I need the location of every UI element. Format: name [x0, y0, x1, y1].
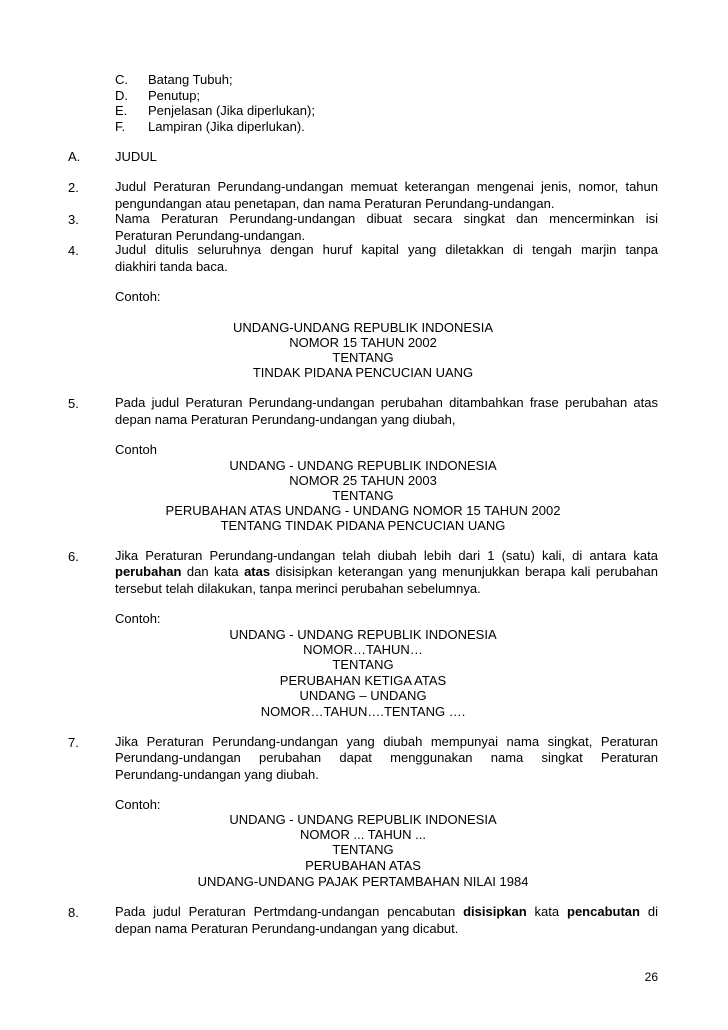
- item-line: depan nama Peraturan Perundang-undangan yang diubah,: [115, 412, 456, 427]
- sub-item-text: Penjelasan (Jika diperlukan);: [148, 103, 315, 118]
- example-title-line: NOMOR 25 TAHUN 2003: [289, 473, 437, 488]
- example-title-line: UNDANG-UNDANG REPUBLIK INDONESIA: [232, 320, 494, 335]
- example-label: Contoh:: [115, 797, 161, 812]
- item-line: Pada judul Peraturan Perundang-undangan perubahan ditambahkan frase perubahan atas: [115, 395, 658, 410]
- item-line: Judul ditulis seluruhnya dengan huruf kapital yang diletakkan di tengah marjin tanpa: [115, 242, 658, 257]
- example-title-line: TENTANG: [332, 657, 394, 672]
- item-line: pengundangan atau penetapan, dan nama Peraturan Perundang-undangan.: [115, 196, 555, 211]
- item-line: tersebut telah dilakukan, tanpa merinci perubahan sebelumnya.: [115, 581, 481, 596]
- item-line: Jika Peraturan Perundang-undangan telah diubah lebih dari 1 (satu) kali, di antara kata: [115, 548, 658, 563]
- sub-item-letter: E.: [115, 103, 128, 118]
- item-line-part: kata: [526, 904, 568, 919]
- item-line: Judul Peraturan Perundang-undangan memuat keterangan mengenai jenis, nomor, tahun: [115, 179, 658, 194]
- bold-term: pencabutan: [567, 904, 640, 919]
- example-title-line: TINDAK PIDANA PENCUCIAN UANG: [252, 365, 474, 380]
- example-title-line: UNDANG – UNDANG: [299, 688, 427, 703]
- bold-term: perubahan: [115, 564, 182, 579]
- item-line-part: Pada judul Peraturan Pertmdang-undangan pencabutan: [115, 904, 464, 919]
- item-line: Perundang-undangan perubahan dapat menggunakan nama singkat Peraturan: [115, 750, 658, 765]
- item-line: Perundang-undangan yang diubah.: [115, 767, 319, 782]
- item-line: Jika Peraturan Perundang-undangan yang diubah mempunyai nama singkat, Peraturan: [115, 734, 658, 749]
- item-line-part: dan kata: [181, 564, 245, 579]
- item-line: Nama Peraturan Perundang-undangan dibuat secara singkat dan mencerminkan isi: [115, 211, 658, 226]
- page-number: 26: [644, 970, 658, 984]
- sub-item-letter: C.: [115, 72, 128, 87]
- item-line: diakhiri tanda baca.: [115, 259, 228, 274]
- item-line: [115, 904, 658, 920]
- sub-item-text: Penutup;: [148, 88, 201, 103]
- example-title-line: NOMOR…TAHUN….TENTANG ….: [260, 704, 466, 719]
- bold-term: disisipkan: [463, 904, 527, 919]
- example-title-line: NOMOR ... TAHUN ...: [300, 827, 426, 842]
- example-title-line: UNDANG - UNDANG REPUBLIK INDONESIA: [229, 812, 497, 827]
- item-line: depan nama Peraturan Perundang-undangan yang dicabut.: [115, 921, 459, 936]
- example-title-line: PERUBAHAN ATAS UNDANG - UNDANG NOMOR 15 TAHUN 2002: [165, 503, 561, 518]
- item-number: 4.: [68, 243, 79, 258]
- sub-item-text: Batang Tubuh;: [148, 72, 233, 87]
- item-number: 8.: [68, 905, 79, 920]
- item-number: 2.: [68, 180, 79, 195]
- example-title-line: PERUBAHAN ATAS: [305, 858, 421, 873]
- item-number: 5.: [68, 396, 79, 411]
- example-label: Contoh:: [115, 611, 161, 626]
- example-title-line: UNDANG - UNDANG REPUBLIK INDONESIA: [229, 458, 497, 473]
- example-title-line: TENTANG TINDAK PIDANA PENCUCIAN UANG: [220, 518, 506, 533]
- item-number: 7.: [68, 735, 79, 750]
- sub-item-text: Lampiran (Jika diperlukan).: [148, 119, 305, 134]
- example-title-line: PERUBAHAN KETIGA ATAS: [279, 673, 447, 688]
- example-title-line: UNDANG-UNDANG PAJAK PERTAMBAHAN NILAI 1984: [197, 874, 529, 889]
- sub-item-letter: D.: [115, 88, 128, 103]
- item-line: Peraturan Perundang-undangan.: [115, 228, 306, 243]
- section-title: JUDUL: [115, 149, 157, 164]
- example-title-line: NOMOR…TAHUN…: [303, 642, 423, 657]
- example-label: Contoh: [115, 442, 157, 457]
- example-title-line: NOMOR 15 TAHUN 2002: [289, 335, 437, 350]
- example-title-line: TENTANG: [332, 350, 394, 365]
- item-number: 3.: [68, 212, 79, 227]
- item-line-part: di: [639, 904, 658, 919]
- item-line-part: disisipkan keterangan yang menunjukkan berapa kali perubahan: [270, 564, 658, 579]
- item-number: 6.: [68, 549, 79, 564]
- example-label: Contoh:: [115, 289, 161, 304]
- example-title-line: TENTANG: [332, 488, 394, 503]
- item-line: [115, 564, 658, 580]
- section-letter: A.: [68, 149, 81, 164]
- example-title-line: UNDANG - UNDANG REPUBLIK INDONESIA: [229, 627, 497, 642]
- example-title-line: TENTANG: [332, 842, 394, 857]
- bold-term: atas: [244, 564, 271, 579]
- sub-item-letter: F.: [115, 119, 126, 134]
